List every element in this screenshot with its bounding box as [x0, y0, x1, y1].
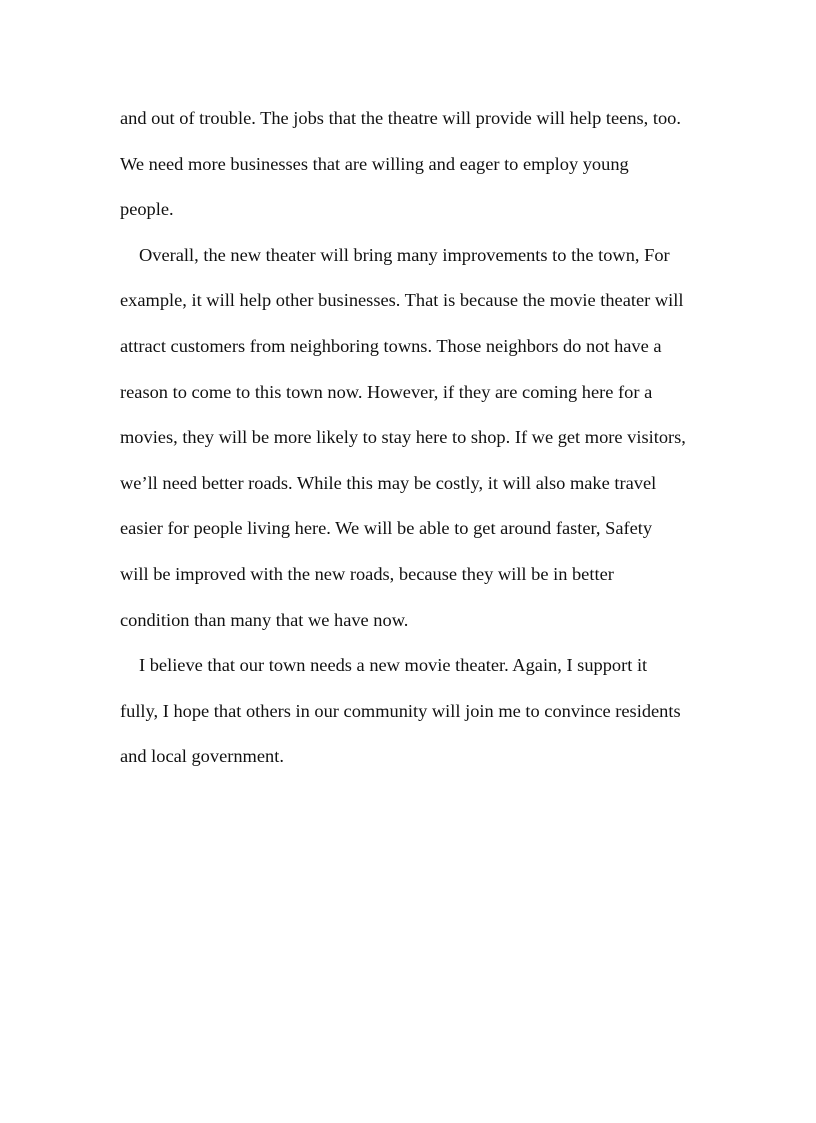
text-line: and out of trouble. The jobs that the theatre will provide will help teens, too.	[120, 108, 681, 128]
text-line: We need more businesses that are willing and eager to employ young	[120, 153, 629, 174]
text-line: attract customers from neighboring towns. Those neighbors do not have a	[120, 335, 662, 356]
text-line: fully, I hope that others in our community will join me to convince residents	[120, 700, 681, 721]
paragraph-conclusion	[120, 643, 700, 780]
text-line: movies, they will be more likely to stay here to shop. If we get more visitors,	[120, 427, 686, 448]
text-line: condition than many that we have now.	[120, 609, 409, 630]
text-line: Overall, the new theater will bring many improvements to the town, For	[139, 244, 670, 265]
text-line: will be improved with the new roads, because they will be in better	[120, 563, 614, 584]
paragraph-improvements	[120, 233, 700, 643]
paragraph-continuation	[120, 96, 700, 233]
text-line: I believe that our town needs a new movie theater. Again, I support it	[139, 655, 648, 676]
text-line: people.	[120, 199, 174, 220]
essay-body	[120, 96, 700, 780]
text-line: we’ll need better roads. While this may be costly, it will also make travel	[120, 472, 657, 493]
text-line: reason to come to this town now. However, if they are coming here for a	[120, 381, 653, 402]
text-line: easier for people living here. We will be able to get around faster, Safety	[120, 518, 653, 539]
text-line: example, it will help other businesses. That is because the movie theater will	[120, 290, 684, 311]
text-line: and local government.	[120, 746, 284, 767]
